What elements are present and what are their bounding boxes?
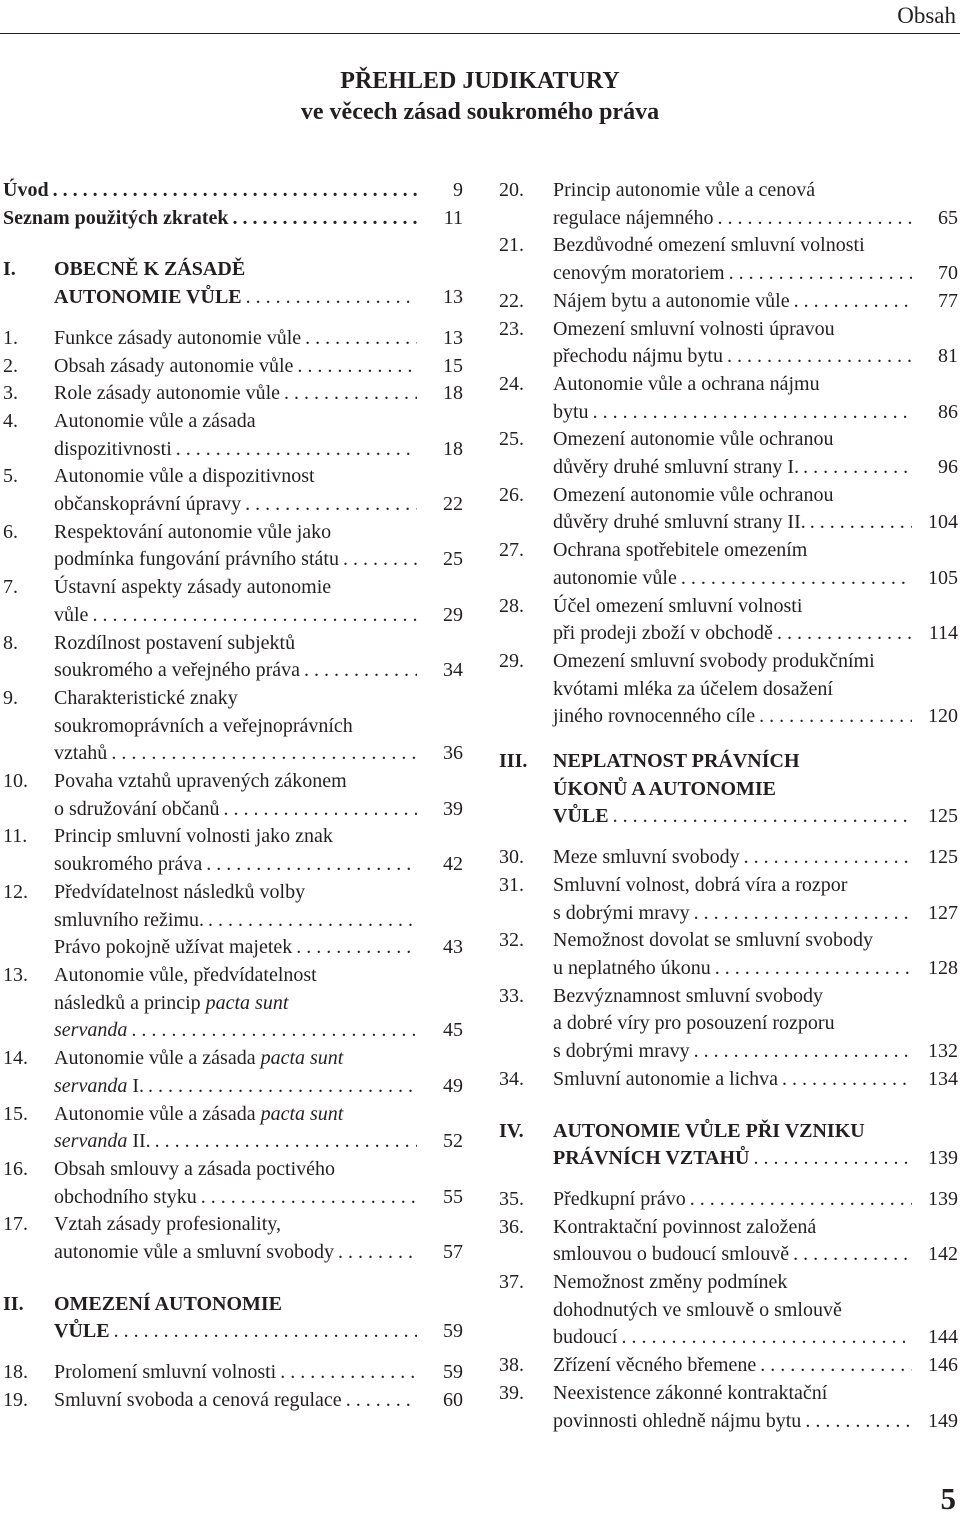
dot-leader	[694, 900, 912, 928]
entry-title-line: Bezvýznamnost smluvní svobody	[553, 984, 823, 1007]
dot-leader	[794, 288, 912, 316]
entry-number: 26.	[499, 483, 524, 506]
entry-number: 31.	[499, 873, 524, 896]
toc-page-number: 18	[443, 437, 463, 460]
section-title-line: OBECNĚ K ZÁSADĚ	[54, 258, 246, 281]
toc-page-number: 36	[443, 742, 463, 765]
dot-leader	[744, 844, 912, 872]
entry-title-line: povinnosti ohledně nájmu bytu	[553, 1409, 802, 1432]
dot-leader	[305, 325, 417, 353]
toc-entry-19[interactable]	[3, 1387, 463, 1415]
entry-title-line: u neplatného úkonu	[553, 956, 711, 979]
toc-entry-17[interactable]	[3, 1211, 463, 1266]
entry-title-line: při prodeji zboží v obchodě	[553, 622, 773, 645]
page-number: 5	[940, 1481, 956, 1516]
toc-page-number: 132	[928, 1040, 958, 1063]
toc-page-number: 142	[928, 1243, 958, 1266]
toc-page-number: 18	[443, 382, 463, 405]
dot-leader	[114, 1318, 417, 1346]
toc-page-number: 52	[443, 1130, 463, 1153]
toc-page-number: 139	[928, 1187, 958, 1210]
entry-number: 2.	[3, 354, 18, 377]
toc-page-number: 70	[938, 262, 958, 285]
entry-title-line: Princip smluvní volnosti jako znak	[54, 825, 333, 848]
dot-leader	[621, 1324, 912, 1352]
entry-title-line: Předvídatelnost následků volby	[54, 880, 306, 903]
dot-leader	[793, 1241, 912, 1269]
entry-title-line: Účel omezení smluvní volnosti	[553, 594, 803, 617]
toc-page-number: 60	[443, 1388, 463, 1411]
entry-title-line: vztahů	[54, 742, 108, 765]
toc-entry[interactable]	[499, 537, 958, 592]
toc-entry[interactable]	[499, 593, 958, 648]
toc-page-number: 59	[443, 1320, 463, 1343]
entry-title-line: Meze smluvní svobody	[553, 846, 740, 869]
entry-title-line: Neexistence zákonné kontraktační	[553, 1381, 828, 1404]
section-title-line: VŮLE	[553, 805, 609, 828]
entry-number: 15.	[3, 1102, 28, 1125]
entry-number: 23.	[499, 317, 524, 340]
entry-title-line: a dobré víry pro posouzení rozporu	[553, 1012, 835, 1035]
header-rule	[0, 33, 960, 34]
toc-right-column	[499, 177, 958, 1435]
toc-section-3[interactable]	[499, 748, 958, 831]
toc-entry[interactable]	[3, 519, 463, 574]
entry-title-line: soukromoprávních a veřejnoprávních	[54, 714, 353, 737]
section-number: II.	[3, 1292, 24, 1315]
entry-title-line: Autonomie vůle, předvídatelnost	[54, 963, 317, 986]
entry-title-line: s dobrými mravy	[553, 1040, 690, 1063]
toc-entry[interactable]	[3, 574, 463, 629]
entry-number: 36.	[499, 1215, 524, 1238]
toc-page-number: 42	[443, 853, 463, 876]
toc-entry[interactable]	[3, 630, 463, 685]
entry-number: 34.	[499, 1067, 524, 1090]
entry-title-line: občanskoprávní úpravy	[54, 493, 242, 516]
dot-leader	[593, 399, 912, 427]
toc-entry[interactable]	[499, 1214, 958, 1269]
entry-number: 37.	[499, 1271, 524, 1294]
toc-entry[interactable]	[499, 482, 958, 537]
toc-page-number: 34	[443, 659, 463, 682]
entry-number: 25.	[499, 428, 524, 451]
toc-page-number: 11	[443, 206, 463, 229]
dot-leader	[613, 803, 912, 831]
dot-leader	[284, 380, 417, 408]
entry-title-line: Právo pokojně užívat majetek	[54, 936, 293, 959]
entry-title-line: podmínka fungování právního státu	[54, 548, 339, 571]
entry-title-line: jiného rovnocenného cíle	[553, 705, 756, 728]
toc-entry-zkratky[interactable]	[3, 205, 463, 233]
toc-page-number: 105	[928, 566, 958, 589]
entry-title-line: Bezdůvodné omezení smluvní volnosti	[553, 234, 865, 257]
toc-entry[interactable]	[499, 1186, 958, 1214]
toc-page-number: 39	[443, 797, 463, 820]
page-title	[0, 66, 960, 128]
entry-title-line: Princip autonomie vůle a cenová	[553, 179, 816, 201]
toc-page-number: 43	[443, 936, 463, 959]
toc-entry-16[interactable]	[3, 1156, 463, 1211]
toc-page-number: 77	[938, 289, 958, 312]
toc-page-number: 134	[928, 1067, 958, 1090]
entry-number: 12.	[3, 880, 28, 903]
entry-title-line: servanda I.	[54, 1074, 144, 1097]
toc-entry[interactable]	[499, 426, 958, 481]
toc-page-number: 125	[928, 846, 958, 869]
entry-title-line: obchodního styku	[54, 1185, 197, 1208]
section-title-line: NEPLATNOST PRÁVNÍCH	[553, 750, 800, 773]
toc-entry[interactable]	[499, 316, 958, 371]
dot-leader	[810, 509, 912, 537]
entry-number: 17.	[3, 1213, 28, 1236]
dot-leader	[111, 740, 417, 768]
running-header: Obsah	[897, 3, 956, 28]
toc-entry[interactable]	[3, 325, 463, 353]
entry-number: 38.	[499, 1354, 524, 1377]
toc-entry[interactable]	[499, 371, 958, 426]
entry-number: 18.	[3, 1361, 28, 1384]
toc-entry[interactable]	[499, 232, 958, 287]
dot-leader	[777, 620, 912, 648]
entry-number: 10.	[3, 770, 28, 793]
toc-entry[interactable]	[499, 983, 958, 1066]
entry-number: 29.	[499, 649, 524, 672]
toc-page-number: 144	[928, 1326, 958, 1349]
entry-number: 20.	[499, 179, 524, 201]
toc-section-2[interactable]	[3, 1291, 463, 1346]
entry-number: 14.	[3, 1047, 28, 1070]
section-title-line: AUTONOMIE VŮLE PŘI VZNIKU	[553, 1119, 865, 1142]
entry-title-line: důvěry druhé smluvní strany I.	[553, 456, 800, 479]
toc-entry[interactable]	[3, 879, 463, 962]
entry-title-line: Ochrana spotřebitele omezením	[553, 539, 808, 562]
section-title-line: ÚKONŮ A AUTONOMIE	[553, 777, 776, 800]
entry-number: 16.	[3, 1157, 28, 1180]
entry-title-line: soukromého práva	[54, 853, 203, 876]
toc-page-number: 125	[928, 805, 958, 828]
toc-entry[interactable]	[3, 768, 463, 823]
entry-number: 6.	[3, 520, 18, 543]
entry-title-line: Smluvní volnost, dobrá víra a rozpor	[553, 873, 848, 896]
dot-leader	[53, 177, 417, 205]
toc-entry-18[interactable]	[3, 1359, 463, 1387]
toc-entry-uvod[interactable]	[3, 177, 463, 205]
dot-leader	[782, 1066, 912, 1094]
dot-leader	[155, 1128, 417, 1156]
toc-entry[interactable]	[499, 288, 958, 316]
entry-number: 27.	[499, 539, 524, 562]
toc-entry[interactable]	[3, 353, 463, 381]
entry-title-line: Omezení smluvní volnosti úpravou	[553, 317, 835, 340]
dot-leader	[131, 1017, 417, 1045]
toc-entry[interactable]	[499, 177, 958, 232]
toc-entry[interactable]	[3, 380, 463, 408]
entry-title-line: Prolomení smluvní volnosti	[54, 1361, 277, 1384]
entry-title-line: Funkce zásady autonomie vůle	[54, 326, 302, 349]
toc-entry[interactable]	[499, 1380, 958, 1435]
section-number: I.	[3, 258, 16, 281]
toc-section-1[interactable]	[3, 256, 463, 311]
toc-page-number: 128	[928, 956, 958, 979]
entry-title-line: autonomie vůle a smluvní svobody	[54, 1241, 334, 1264]
entry-title-line: Nemožnost změny podmínek	[553, 1271, 788, 1294]
dot-leader	[717, 205, 912, 233]
dot-leader	[208, 907, 417, 935]
entry-title-line: Rozdílnost postavení subjektů	[54, 631, 296, 654]
entry-title-line: Vztah zásady profesionality,	[54, 1213, 281, 1236]
entry-title-line: Povaha vztahů upravených zákonem	[54, 770, 347, 793]
dot-leader	[246, 284, 417, 312]
section-title-line: PRÁVNÍCH VZTAHŮ	[553, 1147, 750, 1170]
entry-title-line: vůle	[54, 603, 89, 626]
entry-title-line: Autonomie vůle a dispozitivnost	[54, 465, 315, 488]
toc-entry-14[interactable]	[3, 1045, 463, 1100]
toc-page-number: 9	[453, 179, 463, 201]
toc-page-number: 29	[443, 603, 463, 626]
section-title-line: OMEZENÍ AUTONOMIE	[54, 1292, 282, 1315]
dot-leader	[297, 353, 417, 381]
entry-title-line: Omezení autonomie vůle ochranou	[553, 483, 834, 506]
toc-entry[interactable]	[3, 685, 463, 768]
dot-leader	[206, 851, 417, 879]
entry-title-line: cenovým moratoriem	[553, 262, 725, 285]
entry-title-line: Autonomie vůle a zásada pacta sunt	[54, 1102, 344, 1125]
dot-leader	[754, 1145, 913, 1173]
section-number: III.	[499, 750, 528, 773]
dot-leader	[296, 934, 417, 962]
toc-page-number: 104	[928, 511, 958, 534]
toc-page-number: 22	[443, 493, 463, 516]
toc-page-number: 114	[928, 622, 958, 645]
entry-title-line: bytu	[553, 400, 589, 423]
section-number: IV.	[499, 1119, 524, 1142]
entry-title-line: Nemožnost dovolat se smluvní svobody	[553, 929, 873, 952]
entry-number: 19.	[3, 1388, 28, 1411]
toc-page-number: 55	[443, 1185, 463, 1208]
dot-leader	[805, 1408, 912, 1436]
dot-leader	[760, 1352, 912, 1380]
entry-title-line: Obsah smlouvy a zásada poctivého	[54, 1157, 336, 1180]
dot-leader	[346, 1387, 417, 1415]
toc-entry[interactable]	[499, 844, 958, 872]
toc-entry[interactable]	[499, 1066, 958, 1094]
dot-leader	[224, 796, 417, 824]
dot-leader	[759, 703, 912, 731]
entry-title-line: Smluvní autonomie a lichva	[553, 1067, 778, 1090]
entry-number: 4.	[3, 409, 18, 432]
toc-page-number: 15	[443, 354, 463, 377]
entry-title-line: Předkupní právo	[553, 1187, 686, 1210]
entry-title-line: Charakteristické znaky	[54, 686, 238, 709]
toc-entry[interactable]	[3, 408, 463, 463]
toc-page-number: 146	[928, 1354, 958, 1377]
entry-title-line: Nájem bytu a autonomie vůle	[553, 289, 790, 312]
toc-page-number: 81	[938, 345, 958, 368]
toc-entry-15[interactable]	[3, 1101, 463, 1156]
toc-page-number: 25	[443, 548, 463, 571]
entry-title-line: smluvního režimu.	[54, 908, 204, 931]
entry-title-line: Kontraktační povinnost založená	[553, 1215, 817, 1238]
toc-page-number: 120	[928, 705, 958, 728]
dot-leader	[681, 565, 912, 593]
toc-entry[interactable]	[499, 1269, 958, 1352]
toc-page-number: 127	[928, 901, 958, 924]
dot-leader	[304, 657, 417, 685]
dot-leader	[92, 602, 417, 630]
section-title-line: AUTONOMIE VŮLE	[54, 286, 242, 309]
entry-title-line: Autonomie vůle a ochrana nájmu	[553, 372, 820, 395]
dot-leader	[280, 1359, 417, 1387]
entry-number: 1.	[3, 326, 18, 349]
entry-title-line: Autonomie vůle a zásada	[54, 409, 256, 432]
entry-title-line: kvótami mléka za účelem dosažení	[553, 677, 833, 700]
toc-entry[interactable]	[499, 927, 958, 982]
toc-page-number: 59	[443, 1361, 463, 1384]
toc-page-number: 45	[443, 1019, 463, 1042]
toc-entry-13[interactable]	[3, 962, 463, 1045]
entry-title-line: dohodnutých ve smlouvě o smlouvě	[553, 1298, 842, 1321]
entry-title-line: Omezení autonomie vůle ochranou	[553, 428, 834, 451]
entry-number: 5.	[3, 465, 18, 488]
dot-leader	[694, 1038, 912, 1066]
entry-number: 3.	[3, 382, 18, 405]
section-title-line: VŮLE	[54, 1320, 110, 1343]
dot-leader	[338, 1239, 417, 1267]
entry-title-line: Ústavní aspekty zásady autonomie	[54, 576, 332, 599]
toc-page-number: 57	[443, 1241, 463, 1264]
dot-leader	[245, 491, 417, 519]
entry-title-line: Role zásady autonomie vůle	[54, 382, 281, 405]
entry-title-line: servanda II.	[54, 1130, 151, 1153]
entry-title-line: regulace nájemného	[553, 206, 714, 229]
dot-leader	[803, 454, 912, 482]
toc-entry[interactable]	[499, 1352, 958, 1380]
toc-page-number: 13	[443, 286, 463, 309]
toc-page-number: 86	[938, 400, 958, 423]
entry-title-line: Omezení smluvní svobody produkčními	[553, 649, 875, 672]
entry-title-line: servanda	[54, 1019, 128, 1042]
toc-entry[interactable]	[499, 648, 958, 731]
dot-leader	[729, 260, 912, 288]
dot-leader	[148, 1073, 417, 1101]
entry-title-line: Smluvní svoboda a cenová regulace	[54, 1388, 342, 1411]
toc-entry[interactable]	[3, 823, 463, 878]
toc-entry-title: Úvod	[3, 179, 49, 201]
toc-page-number: 13	[443, 326, 463, 349]
dot-leader	[343, 546, 417, 574]
entry-title-line: s dobrými mravy	[553, 901, 690, 924]
entry-number: 22.	[499, 289, 524, 312]
title-line-2: ve věcech zásad soukromého práva	[300, 99, 660, 125]
entry-number: 9.	[3, 686, 18, 709]
entry-title-line: Obsah zásady autonomie vůle	[54, 354, 294, 377]
dot-leader	[727, 343, 912, 371]
dot-leader	[233, 205, 417, 233]
toc-left-column	[3, 177, 463, 1415]
dot-leader	[690, 1186, 912, 1214]
entry-number: 7.	[3, 576, 18, 599]
toc-page-number: 49	[443, 1074, 463, 1097]
entry-number: 21.	[499, 234, 524, 257]
entry-title-line: důvěry druhé smluvní strany II.	[553, 511, 806, 534]
dot-leader	[201, 1184, 417, 1212]
entry-number: 8.	[3, 631, 18, 654]
entry-title-line: autonomie vůle	[553, 566, 677, 589]
toc-page-number: 149	[928, 1409, 958, 1432]
title-line-1: PŘEHLED JUDIKATURY	[340, 68, 620, 94]
toc-section-4[interactable]	[499, 1118, 958, 1173]
entry-number: 24.	[499, 372, 524, 395]
entry-number: 33.	[499, 984, 524, 1007]
toc-page-number: 96	[938, 456, 958, 479]
dot-leader	[715, 955, 912, 983]
dot-leader	[176, 436, 417, 464]
toc-page-number: 65	[938, 206, 958, 229]
entry-title-line: přechodu nájmu bytu	[553, 345, 723, 368]
toc-page-number: 139	[928, 1147, 958, 1170]
entry-number: 32.	[499, 929, 524, 952]
entry-title-line: dispozitivnosti	[54, 437, 172, 460]
entry-title-line: budoucí	[553, 1326, 618, 1349]
entry-number: 11.	[3, 825, 28, 848]
entry-number: 30.	[499, 846, 524, 869]
entry-title-line: Zřízení věcného břemene	[553, 1354, 757, 1377]
toc-entry-title: Seznam použitých zkratek	[3, 206, 229, 229]
entry-number: 13.	[3, 963, 28, 986]
toc-entry[interactable]	[499, 872, 958, 927]
entry-title-line: smlouvou o budoucí smlouvě	[553, 1243, 790, 1266]
entry-number: 39.	[499, 1381, 524, 1404]
entry-title-line: následků a princip pacta sunt	[54, 991, 289, 1014]
toc-entry[interactable]	[3, 463, 463, 518]
entry-number: 28.	[499, 594, 524, 617]
entry-title-line: soukromého a veřejného práva	[54, 659, 301, 682]
entry-title-line: Respektování autonomie vůle jako	[54, 520, 332, 543]
entry-title-line: Autonomie vůle a zásada pacta sunt	[54, 1047, 344, 1070]
entry-title-line: o sdružování občanů	[54, 797, 220, 820]
entry-number: 35.	[499, 1187, 524, 1210]
